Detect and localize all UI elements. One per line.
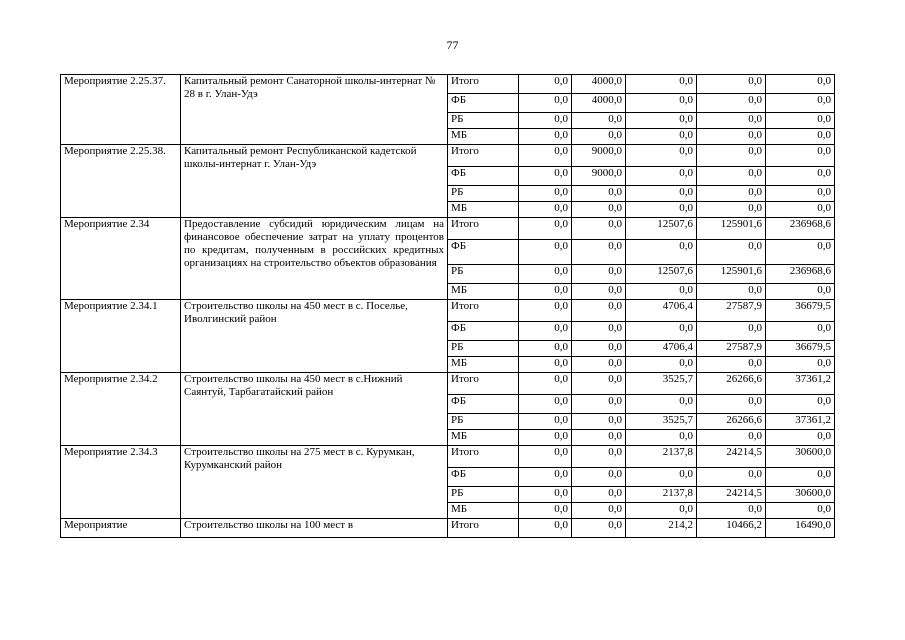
value-cell: 0,0 (519, 519, 572, 538)
table-row (61, 446, 835, 468)
value-cell: 0,0 (519, 414, 572, 430)
measure-name: Строительство школы на 275 мест в с. Курумкан, Курумканский район (181, 446, 448, 519)
value-cell: 0,0 (519, 468, 572, 487)
value-cell: 0,0 (626, 284, 697, 300)
value-cell: 2137,8 (626, 446, 697, 468)
value-cell: 0,0 (519, 503, 572, 519)
measure-name: Строительство школы на 450 мест в с. Поселье, Иволгинский район (181, 300, 448, 373)
value-cell: 0,0 (572, 468, 626, 487)
value-cell: 0,0 (519, 373, 572, 395)
value-cell: 0,0 (572, 357, 626, 373)
value-cell: 125901,6 (697, 218, 766, 240)
funding-source: ФБ (448, 395, 519, 414)
value-cell: 0,0 (572, 202, 626, 218)
value-cell: 0,0 (697, 129, 766, 145)
funding-source: ФБ (448, 167, 519, 186)
value-cell: 0,0 (519, 218, 572, 240)
value-cell: 26266,6 (697, 414, 766, 430)
measure-name: Капитальный ремонт Республиканской кадетской школы-интернат г. Улан-Удэ (181, 145, 448, 218)
value-cell: 0,0 (697, 186, 766, 202)
value-cell: 0,0 (766, 202, 835, 218)
value-cell: 0,0 (697, 430, 766, 446)
budget-table (60, 74, 835, 538)
value-cell: 37361,2 (766, 373, 835, 395)
value-cell: 0,0 (697, 395, 766, 414)
value-cell: 0,0 (766, 186, 835, 202)
funding-source: Итого (448, 519, 519, 538)
value-cell: 12507,6 (626, 218, 697, 240)
page-number: 77 (446, 38, 459, 52)
value-cell: 0,0 (519, 94, 572, 113)
value-cell: 0,0 (697, 94, 766, 113)
value-cell: 3525,7 (626, 414, 697, 430)
value-cell: 0,0 (766, 145, 835, 167)
measure-name: Предоставление субсидий юридическим лицам на финансовое обеспечение затрат на уплату процентов по кредитам, полученным в российских кредитных организациях на строительство объектов образования (181, 218, 448, 300)
value-cell: 0,0 (697, 468, 766, 487)
value-cell: 27587,9 (697, 300, 766, 322)
value-cell: 0,0 (626, 167, 697, 186)
value-cell: 0,0 (519, 186, 572, 202)
funding-source: РБ (448, 487, 519, 503)
value-cell: 36679,5 (766, 341, 835, 357)
value-cell: 0,0 (766, 503, 835, 519)
value-cell: 0,0 (519, 322, 572, 341)
value-cell: 0,0 (626, 113, 697, 129)
value-cell: 0,0 (572, 341, 626, 357)
value-cell: 0,0 (697, 167, 766, 186)
funding-source: Итого (448, 300, 519, 322)
measure-id: Мероприятие 2.34.3 (61, 446, 181, 519)
value-cell: 0,0 (626, 468, 697, 487)
funding-source: РБ (448, 414, 519, 430)
value-cell: 0,0 (519, 202, 572, 218)
value-cell: 27587,9 (697, 341, 766, 357)
value-cell: 0,0 (519, 145, 572, 167)
value-cell: 0,0 (626, 129, 697, 145)
table-row (61, 218, 835, 240)
value-cell: 24214,5 (697, 487, 766, 503)
value-cell: 0,0 (572, 284, 626, 300)
measure-name: Строительство школы на 450 мест в с.Нижний Саянтуй, Тарбагатайский район (181, 373, 448, 446)
value-cell: 0,0 (572, 218, 626, 240)
value-cell: 3525,7 (626, 373, 697, 395)
table-row (61, 145, 835, 167)
value-cell: 0,0 (766, 395, 835, 414)
measure-id: Мероприятие 2.34 (61, 218, 181, 300)
value-cell: 30600,0 (766, 487, 835, 503)
value-cell: 0,0 (697, 240, 766, 265)
value-cell: 125901,6 (697, 265, 766, 284)
value-cell: 236968,6 (766, 218, 835, 240)
value-cell: 36679,5 (766, 300, 835, 322)
value-cell: 0,0 (766, 468, 835, 487)
funding-source: Итого (448, 373, 519, 395)
value-cell: 0,0 (519, 446, 572, 468)
value-cell: 0,0 (697, 145, 766, 167)
value-cell: 0,0 (697, 503, 766, 519)
value-cell: 0,0 (626, 94, 697, 113)
table-row (61, 373, 835, 395)
funding-source: РБ (448, 341, 519, 357)
value-cell: 0,0 (697, 75, 766, 94)
value-cell: 4000,0 (572, 94, 626, 113)
table-row (61, 300, 835, 322)
value-cell: 0,0 (766, 240, 835, 265)
funding-source: МБ (448, 430, 519, 446)
value-cell: 26266,6 (697, 373, 766, 395)
funding-source: ФБ (448, 94, 519, 113)
value-cell: 0,0 (572, 240, 626, 265)
value-cell: 0,0 (572, 430, 626, 446)
measure-name: Строительство школы на 100 мест в (181, 519, 448, 538)
funding-source: МБ (448, 503, 519, 519)
value-cell: 0,0 (519, 75, 572, 94)
value-cell: 0,0 (519, 487, 572, 503)
value-cell: 0,0 (626, 322, 697, 341)
value-cell: 0,0 (519, 284, 572, 300)
value-cell: 0,0 (519, 357, 572, 373)
value-cell: 214,2 (626, 519, 697, 538)
funding-source: Итого (448, 75, 519, 94)
value-cell: 9000,0 (572, 167, 626, 186)
funding-source: МБ (448, 202, 519, 218)
value-cell: 0,0 (626, 395, 697, 414)
value-cell: 0,0 (626, 202, 697, 218)
value-cell: 0,0 (572, 265, 626, 284)
value-cell: 0,0 (572, 503, 626, 519)
value-cell: 0,0 (519, 167, 572, 186)
value-cell: 0,0 (572, 186, 626, 202)
measure-id: Мероприятие 2.34.1 (61, 300, 181, 373)
funding-source: РБ (448, 265, 519, 284)
measure-name: Капитальный ремонт Санаторной школы-интернат № 28 в г. Улан-Удэ (181, 75, 448, 145)
funding-source: МБ (448, 129, 519, 145)
funding-source: ФБ (448, 468, 519, 487)
value-cell: 12507,6 (626, 265, 697, 284)
value-cell: 9000,0 (572, 145, 626, 167)
value-cell: 0,0 (626, 503, 697, 519)
value-cell: 0,0 (572, 395, 626, 414)
value-cell: 0,0 (697, 202, 766, 218)
table-row (61, 75, 835, 94)
funding-source: ФБ (448, 322, 519, 341)
value-cell: 4000,0 (572, 75, 626, 94)
value-cell: 0,0 (519, 430, 572, 446)
value-cell: 0,0 (572, 113, 626, 129)
value-cell: 0,0 (766, 430, 835, 446)
value-cell: 0,0 (572, 129, 626, 145)
value-cell: 0,0 (519, 265, 572, 284)
measure-id: Мероприятие 2.34.2 (61, 373, 181, 446)
value-cell: 0,0 (697, 284, 766, 300)
value-cell: 0,0 (766, 322, 835, 341)
funding-source: РБ (448, 186, 519, 202)
value-cell: 37361,2 (766, 414, 835, 430)
value-cell: 0,0 (572, 519, 626, 538)
value-cell: 0,0 (626, 145, 697, 167)
value-cell: 0,0 (766, 75, 835, 94)
value-cell: 0,0 (626, 240, 697, 265)
value-cell: 0,0 (766, 113, 835, 129)
value-cell: 2137,8 (626, 487, 697, 503)
funding-source: Итого (448, 446, 519, 468)
value-cell: 0,0 (519, 113, 572, 129)
value-cell: 16490,0 (766, 519, 835, 538)
value-cell: 0,0 (572, 487, 626, 503)
value-cell: 0,0 (766, 94, 835, 113)
table-row (61, 519, 835, 538)
value-cell: 0,0 (626, 75, 697, 94)
funding-source: Итого (448, 218, 519, 240)
measure-id: Мероприятие 2.25.37. (61, 75, 181, 145)
value-cell: 0,0 (626, 430, 697, 446)
value-cell: 0,0 (626, 357, 697, 373)
funding-source: Итого (448, 145, 519, 167)
value-cell: 236968,6 (766, 265, 835, 284)
value-cell: 0,0 (519, 395, 572, 414)
measure-id: Мероприятие 2.25.38. (61, 145, 181, 218)
value-cell: 0,0 (766, 357, 835, 373)
value-cell: 0,0 (697, 357, 766, 373)
value-cell: 0,0 (572, 446, 626, 468)
value-cell: 0,0 (519, 300, 572, 322)
value-cell: 0,0 (572, 300, 626, 322)
funding-source: РБ (448, 113, 519, 129)
value-cell: 0,0 (519, 240, 572, 265)
value-cell: 0,0 (697, 113, 766, 129)
value-cell: 0,0 (572, 414, 626, 430)
value-cell: 0,0 (519, 341, 572, 357)
value-cell: 4706,4 (626, 341, 697, 357)
funding-source: ФБ (448, 240, 519, 265)
measure-id: Мероприятие (61, 519, 181, 538)
value-cell: 0,0 (766, 167, 835, 186)
value-cell: 0,0 (697, 322, 766, 341)
value-cell: 24214,5 (697, 446, 766, 468)
value-cell: 0,0 (766, 284, 835, 300)
value-cell: 4706,4 (626, 300, 697, 322)
funding-source: МБ (448, 284, 519, 300)
value-cell: 0,0 (572, 373, 626, 395)
value-cell: 10466,2 (697, 519, 766, 538)
funding-source: МБ (448, 357, 519, 373)
value-cell: 0,0 (626, 186, 697, 202)
value-cell: 0,0 (766, 129, 835, 145)
value-cell: 0,0 (519, 129, 572, 145)
value-cell: 0,0 (572, 322, 626, 341)
value-cell: 30600,0 (766, 446, 835, 468)
